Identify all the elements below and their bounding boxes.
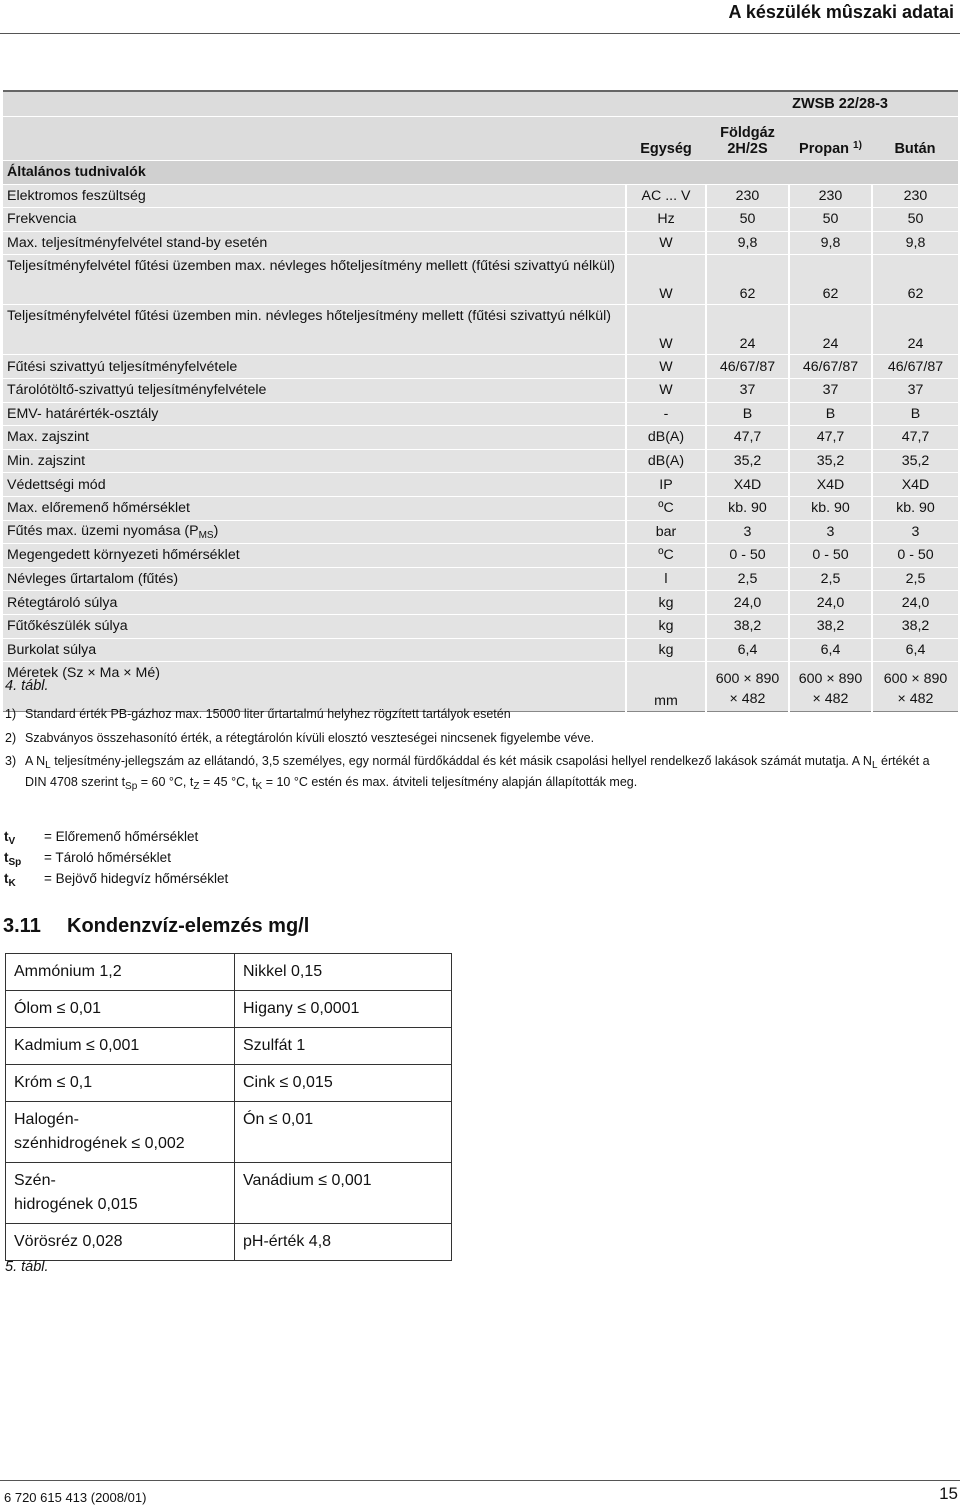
symbol-description: = Tároló hőmérséklet	[44, 850, 171, 865]
table-5-caption: 5. tábl.	[5, 1259, 49, 1275]
row-value: 24,0	[872, 591, 958, 615]
row-label: Teljesítményfelvétel fűtési üzemben min. névleges hőteljesítmény mellett (fűtési szivattyú nélkül)	[3, 305, 626, 355]
row-value: 62	[872, 255, 958, 305]
symbol-description: = Bejövő hidegvíz hőmérséklet	[44, 871, 229, 886]
footer-rule	[0, 1480, 960, 1481]
row-label: Min. zajszint	[3, 449, 626, 473]
cell: Ammónium 1,2	[6, 954, 235, 991]
row-value: 600 × 890 × 482	[872, 662, 958, 712]
col-unit-header: Egység	[626, 117, 706, 161]
table-row	[6, 991, 452, 1028]
row-value: 47,7	[789, 426, 872, 450]
row-value: 3	[706, 520, 789, 544]
technical-data-table	[3, 90, 958, 712]
cell: Szén- hidrogének 0,015	[6, 1163, 235, 1224]
row-value: 38,2	[706, 614, 789, 638]
row-value: 24	[789, 305, 872, 355]
section-number: 3.11	[3, 915, 41, 937]
row-value: 37	[872, 378, 958, 402]
row-value: kb. 90	[789, 496, 872, 520]
row-value: kb. 90	[872, 496, 958, 520]
row-unit: Hz	[626, 208, 706, 232]
table-row	[3, 449, 958, 473]
table-row	[6, 1028, 452, 1065]
row-unit: IP	[626, 473, 706, 497]
row-value: 38,2	[872, 614, 958, 638]
row-label: Névleges űrtartalom (fűtés)	[3, 567, 626, 591]
table-row	[3, 638, 958, 662]
cell: Vanádium ≤ 0,001	[235, 1163, 452, 1224]
table-row	[3, 355, 958, 379]
col-propane-header	[789, 117, 872, 161]
page-number: 15	[939, 1484, 958, 1503]
table-row	[3, 473, 958, 497]
table-row	[3, 378, 958, 402]
row-value: 24,0	[706, 591, 789, 615]
page-header-title: A készülék mûszaki adatai	[728, 2, 954, 22]
header-rule	[0, 33, 960, 34]
row-unit: AC ... V	[626, 184, 706, 208]
section-row	[3, 161, 958, 185]
row-unit: kg	[626, 638, 706, 662]
row-unit: dB(A)	[626, 426, 706, 450]
section-title: Kondenzvíz-elemzés mg/l	[67, 915, 310, 937]
table-row	[3, 591, 958, 615]
row-value: 46/67/87	[706, 355, 789, 379]
footnote-1	[5, 706, 940, 723]
table-row	[3, 231, 958, 255]
cell: Króm ≤ 0,1	[6, 1065, 235, 1102]
row-label: Fűtési szivattyú teljesítményfelvétele	[3, 355, 626, 379]
condensate-analysis-table	[5, 953, 452, 1261]
row-value: 0 - 50	[872, 544, 958, 568]
table-row	[3, 426, 958, 450]
row-value: X4D	[706, 473, 789, 497]
row-value: 37	[706, 378, 789, 402]
table-row	[3, 567, 958, 591]
row-value: 35,2	[872, 449, 958, 473]
table-row	[6, 1065, 452, 1102]
table-row	[3, 520, 958, 544]
col-propane-label: Propan	[799, 141, 849, 157]
cell: Halogén- szénhidrogének ≤ 0,002	[6, 1102, 235, 1163]
row-value: 230	[706, 184, 789, 208]
row-value: 50	[789, 208, 872, 232]
row-unit: bar	[626, 520, 706, 544]
row-label: Védettségi mód	[3, 473, 626, 497]
table-row	[3, 208, 958, 232]
row-value: kb. 90	[706, 496, 789, 520]
row-value: 6,4	[872, 638, 958, 662]
row-unit: W	[626, 355, 706, 379]
row-unit: ºC	[626, 496, 706, 520]
row-unit: kg	[626, 591, 706, 615]
cell: Szulfát 1	[235, 1028, 452, 1065]
row-value: 6,4	[789, 638, 872, 662]
row-value: 24	[706, 305, 789, 355]
row-unit: W	[626, 378, 706, 402]
footnote-text: Standard érték PB-gázhoz max. 15000 liter űrtartalmú helyhez rögzített tartályok esetén	[25, 707, 511, 721]
row-value: 230	[872, 184, 958, 208]
row-value: 2,5	[872, 567, 958, 591]
cell: Kadmium ≤ 0,001	[6, 1028, 235, 1065]
table-header-row-columns	[3, 117, 958, 161]
row-unit: -	[626, 402, 706, 426]
row-value: B	[706, 402, 789, 426]
row-value: 62	[789, 255, 872, 305]
row-label: Fűtőkészülék súlya	[3, 614, 626, 638]
row-value: 50	[872, 208, 958, 232]
row-value: 9,8	[706, 231, 789, 255]
row-unit: l	[626, 567, 706, 591]
row-value: 47,7	[872, 426, 958, 450]
row-value: 35,2	[789, 449, 872, 473]
row-label: EMV- határérték-osztály	[3, 402, 626, 426]
row-value: 9,8	[872, 231, 958, 255]
model-name: ZWSB 22/28-3	[706, 91, 958, 117]
row-label: Burkolat súlya	[3, 638, 626, 662]
row-value: 47,7	[706, 426, 789, 450]
row-value: 38,2	[789, 614, 872, 638]
row-label: Max. előremenő hőmérséklet	[3, 496, 626, 520]
row-unit: mm	[626, 662, 706, 712]
table-row	[3, 544, 958, 568]
row-value: 6,4	[706, 638, 789, 662]
table-row	[3, 496, 958, 520]
row-label: Méretek (Sz × Ma × Mé)	[3, 662, 626, 712]
symbol-tv: $t_V$ = Előremenő hőmérséklet	[4, 829, 199, 847]
cell: Ón ≤ 0,01	[235, 1102, 452, 1163]
spec-rows	[3, 184, 958, 712]
table-row	[3, 255, 958, 305]
table-row	[6, 1102, 452, 1163]
row-value: 46/67/87	[789, 355, 872, 379]
table-row	[3, 184, 958, 208]
row-value: 600 × 890 × 482	[706, 662, 789, 712]
row-unit: W	[626, 305, 706, 355]
row-value: 3	[872, 520, 958, 544]
row-label: Tárolótöltő-szivattyú teljesítményfelvétele	[3, 378, 626, 402]
table-header-row-model	[3, 91, 958, 117]
row-value: 230	[789, 184, 872, 208]
footnote-text: A $N_L$ teljesítmény-jellegszám az ellátandó, 3,5 személyes, egy normál fürdőkáddal és két másik csapolási hellyel rendelkező lakások számát mutatja. A $N_L$ értékét a DIN 4708 szerint $t_{Sp} = 60$ °C, $t_Z = 45$ °C, $t_K = 10$ °C estén és max. átviteli teljesítmény alapján állapították meg.	[25, 754, 930, 792]
row-value: B	[789, 402, 872, 426]
row-label: Max. teljesítményfelvétel stand-by esetén	[3, 231, 626, 255]
col-natural-gas-line1: Földgáz	[720, 125, 775, 141]
row-value: 2,5	[706, 567, 789, 591]
row-value: 24	[872, 305, 958, 355]
row-value: 600 × 890 × 482	[789, 662, 872, 712]
row-value: 37	[789, 378, 872, 402]
row-unit: dB(A)	[626, 449, 706, 473]
col-natural-gas-line2: 2H/2S	[727, 141, 768, 157]
cell: Cink ≤ 0,015	[235, 1065, 452, 1102]
section-label: Általános tudnivalók	[3, 161, 958, 185]
row-value: 2,5	[789, 567, 872, 591]
col-natural-gas-header	[706, 117, 789, 161]
row-label: Teljesítményfelvétel fűtési üzemben max. névleges hőteljesítmény mellett (fűtési szivattyú nélkül)	[3, 255, 626, 305]
symbol-description: = Előremenő hőmérséklet	[44, 829, 199, 844]
col-butane-header: Bután	[872, 117, 958, 161]
cell: Higany ≤ 0,0001	[235, 991, 452, 1028]
footnote-number: 3)	[5, 754, 17, 768]
row-label: Frekvencia	[3, 208, 626, 232]
table-row	[3, 402, 958, 426]
row-value: 62	[706, 255, 789, 305]
table-row	[3, 614, 958, 638]
cell: Ólom ≤ 0,01	[6, 991, 235, 1028]
row-value: X4D	[872, 473, 958, 497]
table-row	[3, 662, 958, 712]
footnote-number: 2)	[5, 731, 17, 745]
row-value: B	[872, 402, 958, 426]
row-label: Fűtés max. üzemi nyomása $(P_{MS})$	[3, 520, 626, 544]
row-value: 35,2	[706, 449, 789, 473]
footnote-number: 1)	[5, 707, 17, 721]
cell: pH-érték 4,8	[235, 1224, 452, 1261]
footnote-3	[5, 753, 940, 795]
col-propane-footnote-ref: 1)	[853, 140, 862, 151]
row-value: X4D	[789, 473, 872, 497]
cell: Vörösréz 0,028	[6, 1224, 235, 1261]
row-value: 9,8	[789, 231, 872, 255]
row-label: Rétegtároló súlya	[3, 591, 626, 615]
row-unit: W	[626, 255, 706, 305]
symbol-tsp: $t_{Sp}$ = Tároló hőmérséklet	[4, 850, 171, 868]
row-label: Max. zajszint	[3, 426, 626, 450]
table-row	[3, 305, 958, 355]
section-heading	[3, 915, 309, 938]
footnote-text: Szabványos összehasonító érték, a rétegtárolón kívüli elosztó veszteségei nincsenek figyelembe véve.	[25, 731, 595, 745]
cell: Nikkel 0,15	[235, 954, 452, 991]
symbol-tk: $t_K$ = Bejövő hidegvíz hőmérséklet	[4, 871, 229, 889]
table-4-caption: 4. tábl.	[5, 678, 49, 694]
row-value: 46/67/87	[872, 355, 958, 379]
table-row	[6, 1163, 452, 1224]
row-value: 3	[789, 520, 872, 544]
row-value: 24,0	[789, 591, 872, 615]
row-unit: ºC	[626, 544, 706, 568]
row-value: 0 - 50	[706, 544, 789, 568]
row-unit: W	[626, 231, 706, 255]
row-value: 0 - 50	[789, 544, 872, 568]
row-label: Elektromos feszültség	[3, 184, 626, 208]
row-label: Megengedett környezeti hőmérséklet	[3, 544, 626, 568]
row-unit: kg	[626, 614, 706, 638]
table-row	[6, 1224, 452, 1261]
footnote-2	[5, 730, 940, 747]
document-number: 6 720 615 413 (2008/01)	[4, 1490, 147, 1505]
table-row	[6, 954, 452, 991]
row-value: 50	[706, 208, 789, 232]
